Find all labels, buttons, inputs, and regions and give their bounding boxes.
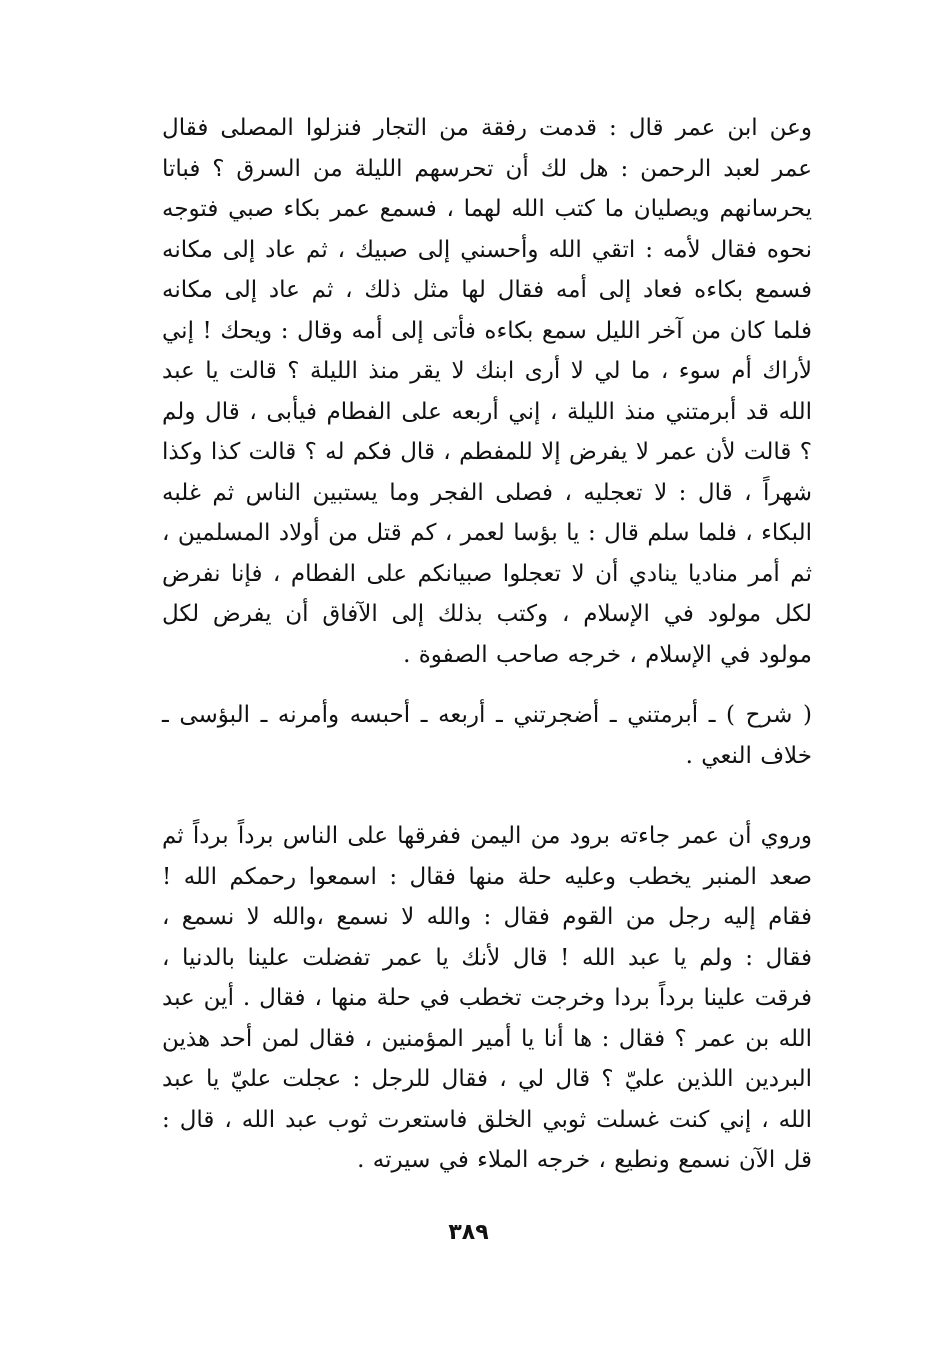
- page-body: [162, 108, 812, 1181]
- paragraph-text: وروي أن عمر جاءته برود من اليمن ففرقها على الناس برداً برداً ثم صعد المنبر يخطب وعليه حلة منها فقال : اسمعوا رحمكم الله ! فقام إليه رجل من القوم فقال : والله لا نسمع ،والله لا نسمع ، فقال : ولم يا عبد الله ! قال لأنك يا عمر تفضلت علينا بالدنيا ، فرقت علينا برداً بردا وخرجت تخطب في حلة منها ، فقال . أين عبد الله بن عمر ؟ فقال : ها أنا يا أمير المؤمنين ، فقال لمن أحد هذين البردين اللذين عليّ ؟ قال لي ، فقال للرجل : عجلت عليّ يا عبد الله ، إني كنت غسلت ثوبي الخلق فاستعرت ثوب عبد الله ، قال : قل الآن نسمع ونطيع ، خرجه الملاء في سيرته .: [162, 823, 812, 1173]
- glossary-note: [162, 695, 812, 776]
- paragraph-yemeni-cloaks: [162, 816, 812, 1181]
- paragraph-umar-night-watch: [162, 108, 812, 675]
- paragraph-text: وعن ابن عمر قال : قدمت رفقة من التجار فنزلوا المصلى فقال عمر لعبد الرحمن : هل لك أن تحرسهم الليلة من السرق ؟ فباتا يحرسانهم ويصليان ما كتب الله لهما ، فسمع عمر بكاء صبي فتوجه نحوه فقال لأمه : اتقي الله وأحسني إلى صبيك ، ثم عاد إلى مكانه فسمع بكاءه فعاد إلى أمه فقال لها مثل ذلك ، ثم عاد إلى مكانه فلما كان من آخر الليل سمع بكاءه فأتى إلى أمه وقال : ويحك ! إني لأراك أم سوء ، ما لي لا أرى ابنك لا يقر منذ الليلة ؟ قالت يا عبد الله قد أبرمتني منذ الليلة ، إني أربعه على الفطام فيأبى ، قال ولم ؟ قالت لأن عمر لا يفرض إلا للمفطم ، قال فكم له ؟ قالت كذا وكذا شهراً ، قال : لا تعجليه ، فصلى الفجر وما يستبين الناس ثم غلبه البكاء ، فلما سلم قال : يا بؤسا لعمر ، كم قتل من أولاد المسلمين ، ثم أمر مناديا ينادي أن لا تعجلوا صبيانكم على الفطام ، فإنا نفرض لكل مولود في الإسلام ، وكتب بذلك إلى الآفاق أن يفرض لكل مولود في الإسلام ، خرجه صاحب الصفوة .: [162, 115, 812, 668]
- glossary-text: ( شرح ) ـ أبرمتني ـ أضجرتني ـ أربعه ـ أحبسه وأمرنه ـ البؤسى ـ خلاف النعي .: [162, 702, 812, 769]
- page-number: ٣٨٩: [448, 1220, 489, 1245]
